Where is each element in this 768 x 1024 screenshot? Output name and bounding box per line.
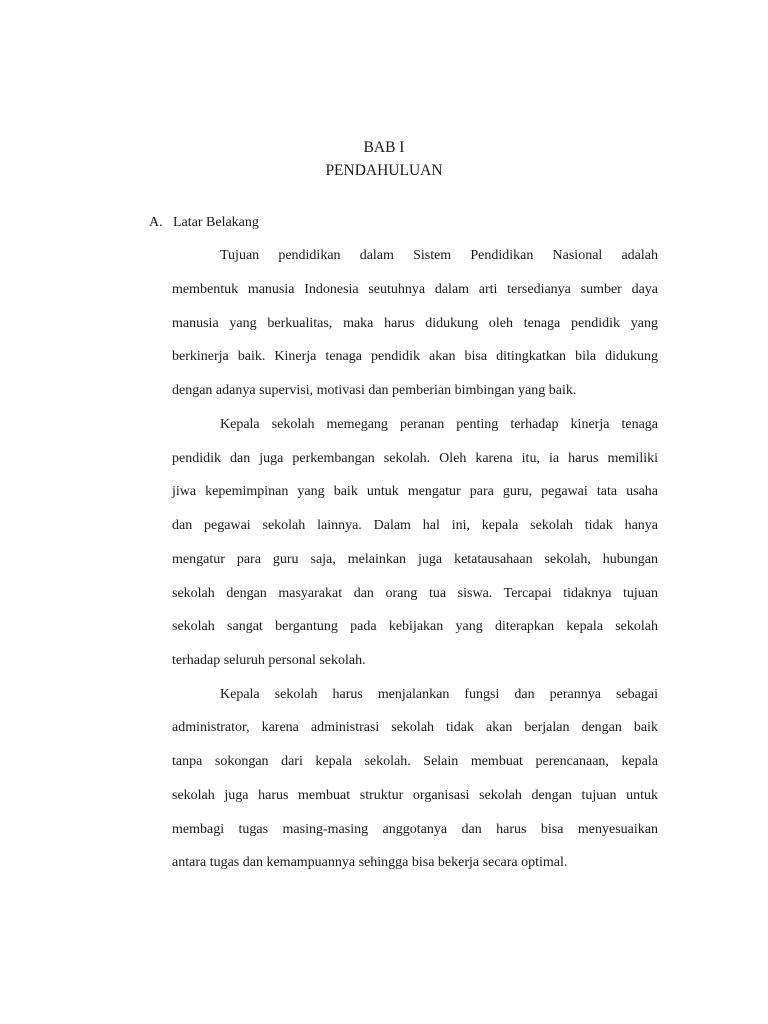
paragraph-line: dan pegawai sekolah lainnya. Dalam hal ini, kepala sekolah tidak hanya xyxy=(172,518,658,533)
section-title: Latar Belakang xyxy=(173,215,259,230)
paragraph-line: dengan adanya supervisi, motivasi dan pemberian bimbingan yang baik. xyxy=(172,383,577,398)
paragraph-line: membagi tugas masing-masing anggotanya dan harus bisa menyesuaikan xyxy=(172,822,658,837)
paragraph-line: berkinerja baik. Kinerja tenaga pendidik akan bisa ditingkatkan bila didukung xyxy=(172,349,658,364)
paragraph-line: pendidik dan juga perkembangan sekolah. Oleh karena itu, ia harus memiliki xyxy=(172,451,658,466)
paragraph-line: tanpa sokongan dari kepala sekolah. Selain membuat perencanaan, kepala xyxy=(172,754,658,769)
paragraph-line: sekolah sangat bergantung pada kebijakan yang diterapkan kepala sekolah xyxy=(172,619,658,634)
paragraph-line: manusia yang berkualitas, maka harus didukung oleh tenaga pendidik yang xyxy=(172,316,658,331)
paragraph-line: sekolah juga harus membuat struktur organisasi sekolah dengan tujuan untuk xyxy=(172,788,658,803)
paragraph-line: Kepala sekolah harus menjalankan fungsi dan perannya sebagai xyxy=(220,687,658,702)
paragraph-line: antara tugas dan kemampuannya sehingga bisa bekerja secara optimal. xyxy=(172,855,568,870)
paragraph-line: Tujuan pendidikan dalam Sistem Pendidikan Nasional adalah xyxy=(220,248,658,263)
paragraph-line: terhadap seluruh personal sekolah. xyxy=(172,653,366,668)
chapter-title: PENDAHULUAN xyxy=(325,162,443,179)
section-marker: A. xyxy=(149,215,163,230)
paragraph-line: administrator, karena administrasi sekolah tidak akan berjalan dengan baik xyxy=(172,720,658,735)
chapter-number: BAB I xyxy=(363,139,405,156)
paragraph-line: sekolah dengan masyarakat dan orang tua siswa. Tercapai tidaknya tujuan xyxy=(172,586,658,601)
paragraph-line: mengatur para guru saja, melainkan juga ketatausahaan sekolah, hubungan xyxy=(172,552,658,567)
section-heading xyxy=(149,214,259,232)
paragraph-line: Kepala sekolah memegang peranan penting terhadap kinerja tenaga xyxy=(220,417,658,432)
paragraph-line: membentuk manusia Indonesia seutuhnya dalam arti tersedianya sumber daya xyxy=(172,282,658,297)
paragraph-line: jiwa kepemimpinan yang baik untuk mengatur para guru, pegawai tata usaha xyxy=(172,484,658,499)
